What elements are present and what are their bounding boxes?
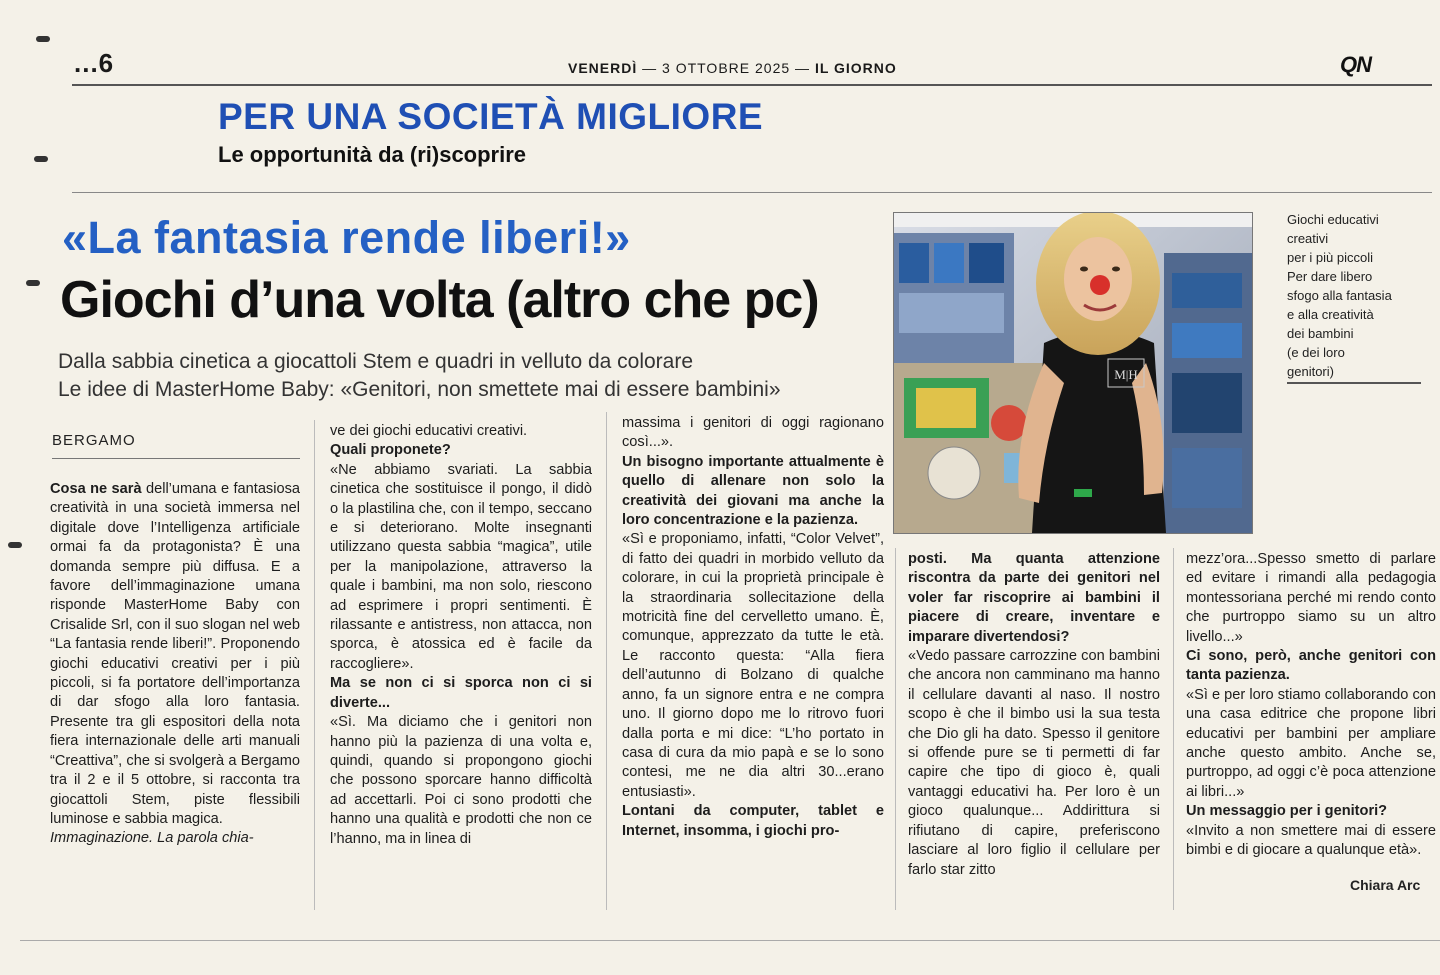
page-number: ...6 <box>74 48 115 78</box>
caption-line: genitori) <box>1287 364 1334 379</box>
paragraph: ve dei giochi educativi creativi. <box>330 423 528 439</box>
paragraph: «Sì e per loro stiamo collaborando con una casa editrice che propone libri educativi per bambini per ampliare anche questo ambito. Anche se, purtroppo, ad oggi c’è poca attenzione ai libri...» <box>1186 686 1436 800</box>
caption-line: Giochi educativi <box>1287 212 1379 227</box>
section-rule <box>72 192 1432 193</box>
column-rule <box>895 548 896 910</box>
date-full: 3 OTTOBRE 2025 <box>662 60 791 76</box>
bottom-rule <box>20 940 1440 941</box>
caption-line: e alla creatività <box>1287 307 1374 322</box>
column-rule <box>314 420 315 910</box>
article-column-1 <box>50 480 300 849</box>
caption-line: sfogo alla fantasia <box>1287 288 1392 303</box>
photo-caption <box>1287 210 1417 381</box>
binder-mark <box>26 280 40 286</box>
author-signature: Chiara Arc <box>1350 877 1421 893</box>
city-dateline: BERGAMO <box>52 432 136 449</box>
paragraph: «Ne abbiamo svariati. La sabbia cinetica che sostituisce il pongo, il didò o la plastilina che, con il tempo, seccano e si deteriorano. Molte insegnanti utilizzano questa sabbia “magica”, utile per la manipolazione, attraverso la quale i bambini, ma non solo, riescono ad esprimere i propri sentimenti. È rilassante e antistress, non attacca, non sporca, è atossica ed è facile da raccogliere». <box>330 461 592 672</box>
shirt-logo: M|H <box>1114 367 1138 382</box>
top-rule <box>72 84 1432 86</box>
paragraph: «Sì. Ma diciamo che i genitori non hanno più la pazienza di una volta e, quindi, quando si propongono giochi che possono sporcare hanno difficoltà ad accettarli. Poi ci sono prodotti che hanno una qualità e prodotti che non ce l’hanno, ma in linea di <box>330 714 592 847</box>
section-subtitle: Le opportunità da (ri)scoprire <box>218 142 527 167</box>
question: Ma se non ci si sporca non ci si diverte... <box>330 675 592 711</box>
paragraph: «Sì e proponiamo, infatti, “Color Velvet”, di fatto dei quadri in morbido velluto da colorare, in cui la proprietà principale è la straordinaria sollecitazione della motricità fine del cervelletto umano. È, comunque, apprezzato da tutte le età. Le racconto questa: “Alla fiera dell’autunno di Bolzano di qualche anno, fa un signore entra e ne compra uno. Il giorno dopo me lo ritrovo fuori dalla porta e mi dice: “L’ho portato in casa di cura da mio papà e se lo sono contesi, me ne dia altri 30...erano entusiasti». <box>622 531 884 800</box>
article-kicker: «La fantasia rende liberi!» <box>62 212 631 263</box>
lead-words: Cosa ne sarà <box>50 481 142 497</box>
question: Ci sono, però, anche genitori con tanta pazienza. <box>1186 648 1436 684</box>
binder-mark <box>34 156 48 162</box>
article-column-5 <box>1186 550 1436 861</box>
article-deck <box>58 348 888 404</box>
deck-line-1: Dalla sabbia cinetica a giocattoli Stem e quadri in velluto da colorare <box>58 350 694 373</box>
caption-rule <box>1287 382 1421 384</box>
paragraph: mezz’ora...Spesso smetto di parlare ed evitare i rimandi alla pedagogia montessoriana perché mi rendo conto che purtroppo siamo su un altro livello...» <box>1186 551 1436 645</box>
photo-illustration <box>894 213 1252 533</box>
question: Lontani da computer, tablet e Internet, insomma, i giochi pro- <box>622 803 884 839</box>
caption-line: dei bambini <box>1287 326 1354 341</box>
column-rule <box>1173 548 1174 910</box>
article-column-4 <box>908 550 1160 880</box>
article-photo <box>893 212 1253 534</box>
caption-line: creativi <box>1287 231 1329 246</box>
binder-mark <box>36 36 50 42</box>
dateline: VENERDÌ — 3 OTTOBRE 2025 — IL GIORNO <box>568 60 897 76</box>
article-column-3 <box>622 414 884 841</box>
question: posti. Ma quanta attenzione riscontra da parte dei genitori nel voler far riscoprire ai bambini il piacere di creare, inventare e imparare divertendosi? <box>908 551 1160 645</box>
paragraph: «Invito a non smettere mai di essere bimbi e di giocare a qualunque età». <box>1186 822 1436 859</box>
binder-mark <box>8 542 22 548</box>
question: Un bisogno importante attualmente è quello di allenare non solo la creatività dei giovani ma anche la loro concentrazione e la pazienza. <box>622 453 884 529</box>
article-headline: Giochi d’una volta (altro che pc) <box>60 271 819 329</box>
question: Un messaggio per i genitori? <box>1186 803 1388 820</box>
question: Quali proponete? <box>330 442 451 459</box>
city-rule <box>52 458 300 459</box>
section-title: PER UNA SOCIETÀ MIGLIORE <box>218 96 764 137</box>
caption-line: (e dei loro <box>1287 345 1345 360</box>
paragraph: «Vedo passare carrozzine con bambini che ancora non camminano ma hanno il cellulare davanti al naso. Il nostro scopo è che il bimbo usi la sua testa che Dio gli ha dato. Spesso il genitore si offende pure se ti permetti di far capire che tipo di gioco è, quali vantaggi educativi ha. Per loro è un gioco qualunque... Addirittura si rifiutano di capire, preferiscono lasciare al loro figlio il cellulare per farlo star zitto <box>908 648 1160 878</box>
paragraph: Immaginazione. La parola chia- <box>50 830 254 847</box>
article-column-2 <box>330 422 592 849</box>
deck-line-2: Le idee di MasterHome Baby: «Genitori, non smettete mai di essere bambini» <box>58 378 781 401</box>
newspaper-name: IL GIORNO <box>814 60 897 76</box>
qn-logo: QN <box>1340 52 1371 77</box>
paragraph: massima i genitori di oggi ragionano così...». <box>622 415 884 451</box>
column-rule <box>606 412 607 910</box>
caption-line: Per dare libero <box>1287 269 1373 284</box>
date-day: VENERDÌ <box>568 60 638 76</box>
paragraph: dell’umana e fantasiosa creatività in una società immersa nel digitale dove l’Intelligenza artificiale ormai fa da protagonista? È una domanda sempre più diffusa. E a favore dell’immaginazione umana risponde MasterHome Baby con Crisalide Srl, con il suo slogan nel web “La fantasia rende liberi!”. Proponendo giochi educativi creativi per i più piccoli, si fa portatore dell’importanza di dar sfogo alla loro fantasia. Presente tra gli espositori della nota fiera internazionale delle arti manuali “Creattiva”, che si svolgerà a Bergamo tra il 2 e il 5 ottobre, si racconta tra giocattoli Stem, piste flessibili luminose e sabbia magica. <box>50 481 301 827</box>
caption-line: per i più piccoli <box>1287 250 1373 265</box>
